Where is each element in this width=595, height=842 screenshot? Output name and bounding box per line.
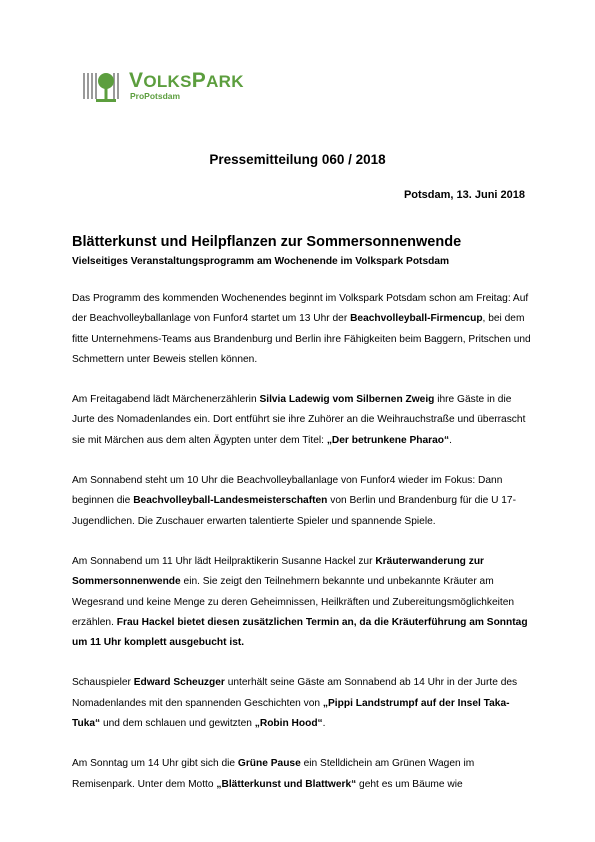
logo-brand-name: VOLKSPARK: [129, 69, 244, 92]
volkspark-logo-mark-icon: [82, 69, 124, 107]
subheadline: Vielseitiges Veranstaltungsprogramm am Wochenende im Volkspark Potsdam: [72, 256, 450, 267]
paragraph-3: Am Sonnabend steht um 10 Uhr die Beachvolleyballanlage von Funfor4 wieder im Fokus: Dann beginnen die Beachvolleyball-Landesmeisterschaften von Berlin und Brandenburg für die U 17-Jugendlichen. Die Zuschauer erwarten talentierte Spieler und spannende Spiele.: [72, 475, 516, 527]
paragraph-4: Am Sonnabend um 11 Uhr lädt Heilpraktikerin Susanne Hackel zur Kräuterwanderung zur Sommersonnenwende ein. Sie zeigt den Teilnehmern bekannte und unbekannte Kräuter am Wegesrand und keine Menge zu deren Geheimnissen, Heilkräften und Zubereitungsmöglichkeiten erzählen. Frau Hackel bietet diesen zusätzlichen Termin an, da die Kräuterführung am Sonntag um 11 Uhr komplett ausgebucht ist.: [72, 555, 528, 649]
paragraph-5: Schauspieler Edward Scheuzger unterhält seine Gäste am Sonnabend ab 14 Uhr in der Jurte des Nomadenlandes mit den spannenden Geschichten von „Pippi Landstrumpf auf der Insel Taka-Tuka“ und dem schlauen und gewitzten „Robin Hood“.: [72, 677, 518, 730]
logo-subtitle: ProPotsdam: [130, 91, 181, 101]
paragraph-2: Am Freitagabend lädt Märchenerzählerin Silvia Ladewig vom Silbernen Zweig ihre Gäste in die Jurte des Nomadenlandes ein. Dort entführt sie ihre Zuhörer an die Weihrauchstraße und überrascht sie mit Märchen aus dem alten Ägypten unter dem Titel: „Der betrunkene Pharao“.: [72, 394, 526, 446]
release-date: Potsdam, 13. Juni 2018: [403, 189, 525, 201]
paragraph-1: Das Programm des kommenden Wochenendes beginnt im Volkspark Potsdam schon am Freitag: Auf der Beachvolleyballanlage von Funfor4 startet um 13 Uhr der Beachvolleyball-Firmencup, bei dem fitte Unternehmens-Teams aus Brandenburg und Berlin ihre Fähigkeiten beim Baggern, Pritschen und Schmettern unter Beweis stellen können.: [72, 293, 531, 365]
article-body: [72, 232, 532, 795]
press-release-title: Pressemitteilung 060 / 2018: [209, 152, 386, 167]
paragraph-6: Am Sonntag um 14 Uhr gibt sich die Grüne Pause ein Stelldichein am Grünen Wagen im Remisenpark. Unter dem Motto „Blätterkunst und Blattwerk“ geht es um Bäume wie: [72, 758, 475, 790]
volkspark-logo: [82, 67, 262, 109]
headline: Blätterkunst und Heilpflanzen zur Sommersonnenwende: [72, 234, 462, 250]
